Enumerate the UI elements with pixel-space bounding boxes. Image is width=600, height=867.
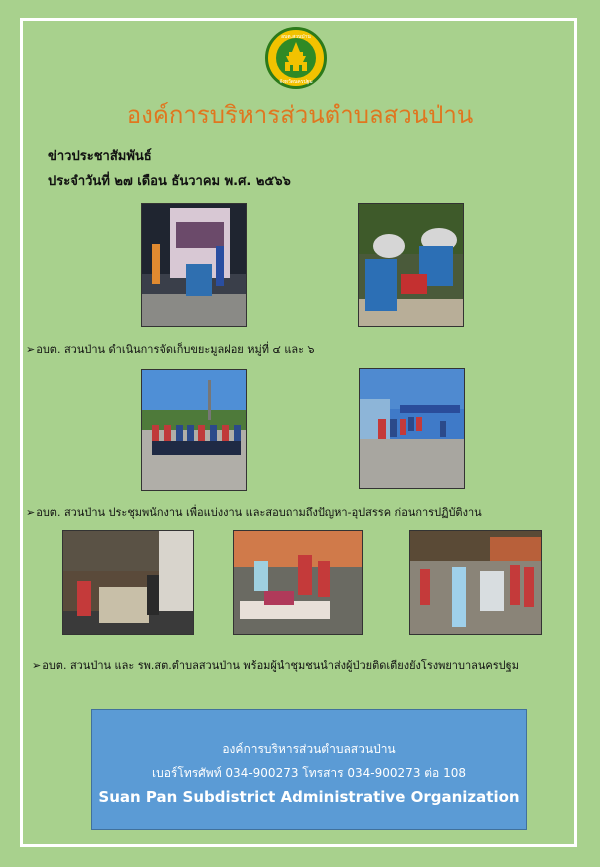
photo-patient-stretcher [233,530,363,635]
caption-patient-transfer: ➢อบต. สวนป่าน และ รพ.สต.ตำบลสวนป่าน พร้อมผู้นำชุมชนนำส่งผู้ป่วยติดเตียงยังโรงพยาบาลนครปฐม [32,659,519,672]
photo-staff-lineup [141,369,247,491]
caption-staff-meeting: ➢อบต. สวนป่าน ประชุมพนักงาน เพื่อแบ่งงาน และสอบถามถึงปัญหา-อุปสรรค ก่อนการปฏิบัติงาน [26,506,482,519]
contact-box [91,709,527,830]
photo-garbage-truck [141,203,247,327]
photo-patient-home [62,530,194,635]
caption-garbage-collection: ➢อบต. สวนป่าน ดำเนินการจัดเก็บขยะมูลฝอย หมู่ที่ ๔ และ ๖ [26,343,315,356]
logo-text-bottom: จังหวัดนครปฐม [279,79,313,85]
photo-garbage-bins [358,203,464,327]
photo-staff-meeting [359,368,465,489]
page-title: องค์การบริหารส่วนตำบลสวนป่าน [126,101,474,129]
photo-patient-ambulance [409,530,542,635]
logo-text-top: อบต.สวนป่าน [281,34,311,40]
contact-english-name: Suan Pan Subdistrict Administrative Organization [98,788,520,806]
pagoda-emblem-icon [276,38,316,78]
organization-logo [265,27,327,89]
news-date: ประจำวันที่ ๒๗ เดือน ธันวาคม พ.ศ. ๒๕๖๖ [48,174,291,189]
contact-phone: เบอร์โทรศัพท์ 034-900273 โทรสาร 034-900273 ต่อ 108 [152,766,466,780]
news-heading: ข่าวประชาสัมพันธ์ [48,149,152,164]
contact-org-name: องค์การบริหารส่วนตำบลสวนป่าน [222,742,396,756]
